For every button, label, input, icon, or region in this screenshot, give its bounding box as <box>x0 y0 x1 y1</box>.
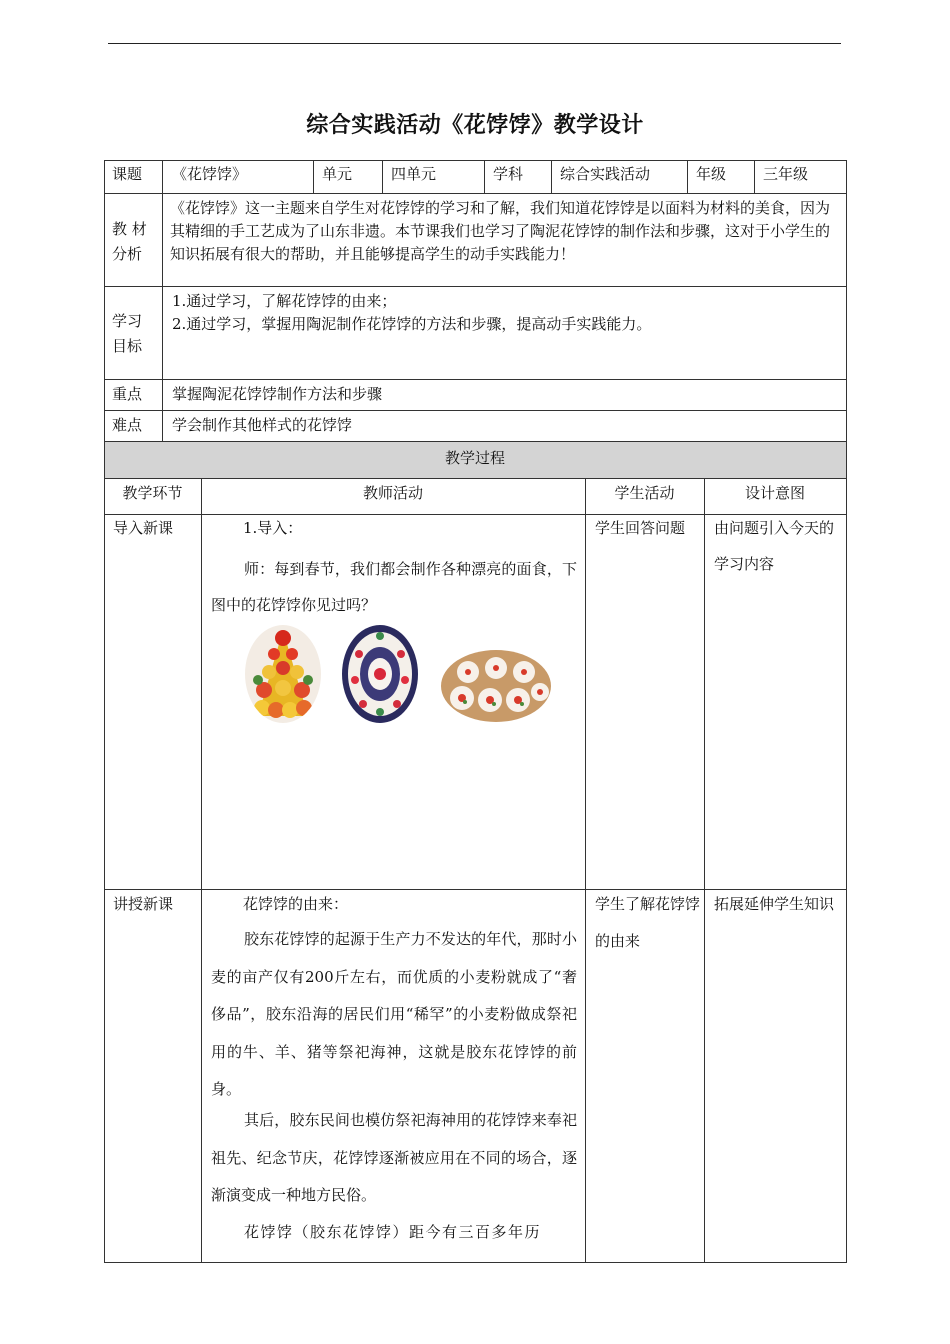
teacher-teach-para-3: 花饽饽（胶东花饽饽）距今有三百多年历 <box>244 1223 542 1241</box>
topic-value: 《花饽饽》 <box>172 165 248 183</box>
student-intro: 学生回答问题 <box>595 519 686 537</box>
teacher-teach-heading: 花饽饽的由来： <box>243 895 349 913</box>
topic-label: 课题 <box>112 165 143 183</box>
page-title: 综合实践活动《花饽饽》教学设计 <box>306 113 644 138</box>
key-point-label: 重点 <box>112 385 143 403</box>
intent-intro: 由问题引入今天的学习内容 <box>714 519 835 573</box>
stage-teach: 讲授新课 <box>113 895 174 913</box>
intent-teach: 拓展延伸学生知识 <box>714 895 835 913</box>
tower-bun-photo <box>244 624 322 724</box>
subject-label: 学科 <box>493 165 524 183</box>
unit-label: 单元 <box>322 165 353 183</box>
subject-value: 综合实践活动 <box>560 165 651 183</box>
goals-label: 学习 目标 <box>112 312 143 355</box>
student-teach: 学生了解花饽饽的由来 <box>595 895 701 950</box>
col-stage: 教学环节 <box>122 484 183 502</box>
process-header: 教学过程 <box>444 449 505 467</box>
grade-label: 年级 <box>696 165 727 183</box>
goal-item-1: 1.通过学习，了解花饽饽的由来； <box>172 292 397 310</box>
difficulty-text: 学会制作其他样式的花饽饽 <box>172 416 353 434</box>
grade-value: 三年级 <box>763 165 809 183</box>
analysis-text: 《花饽饽》这一主题来自学生对花饽饽的学习和了解，我们知道花饽饽是以面料为材料的美食，因为其精细的手工艺成为了山东非遗。本节课我们也学习了陶泥花饽饽的制作法和步骤，这对于小学生的知识拓展有很大的帮助，并且能够提高学生的动手实践能力！ <box>170 199 831 263</box>
col-intent: 设计意图 <box>744 484 805 502</box>
col-student: 学生活动 <box>614 484 675 502</box>
ring-bun-photo <box>341 624 419 724</box>
unit-value: 四单元 <box>391 165 437 183</box>
analysis-label: 教 材 分析 <box>112 220 147 263</box>
teacher-teach-para-2: 其后，胶东民间也模仿祭祀海神用的花饽饽来奉祀祖先、纪念节庆，花饽饽逐渐被应用在不同的场合，逐渐演变成一种地方民俗。 <box>211 1111 577 1204</box>
small-buns-photo <box>440 650 552 722</box>
col-teacher: 教师活动 <box>362 484 423 502</box>
teacher-intro-text: 师：每到春节，我们都会制作各种漂亮的面食，下图中的花饽饽你见过吗？ <box>211 560 577 614</box>
stage-intro: 导入新课 <box>113 519 174 537</box>
goal-item-2: 2.通过学习，掌握用陶泥制作花饽饽的方法和步骤，提高动手实践能力。 <box>172 315 652 333</box>
header-rule <box>108 43 841 44</box>
teacher-teach-para-1: 胶东花饽饽的起源于生产力不发达的年代，那时小麦的亩产仅有200斤左右，而优质的小麦粉就成了“奢侈品”，胶东沿海的居民们用“稀罕”的小麦粉做成祭祀用的牛、羊、猪等祭祀海神，这就是胶东花饽饽的前身。 <box>211 930 577 1098</box>
key-point-text: 掌握陶泥花饽饽制作方法和步骤 <box>172 385 383 403</box>
difficulty-label: 难点 <box>112 416 143 434</box>
teacher-intro-heading: 1.导入： <box>243 519 303 537</box>
